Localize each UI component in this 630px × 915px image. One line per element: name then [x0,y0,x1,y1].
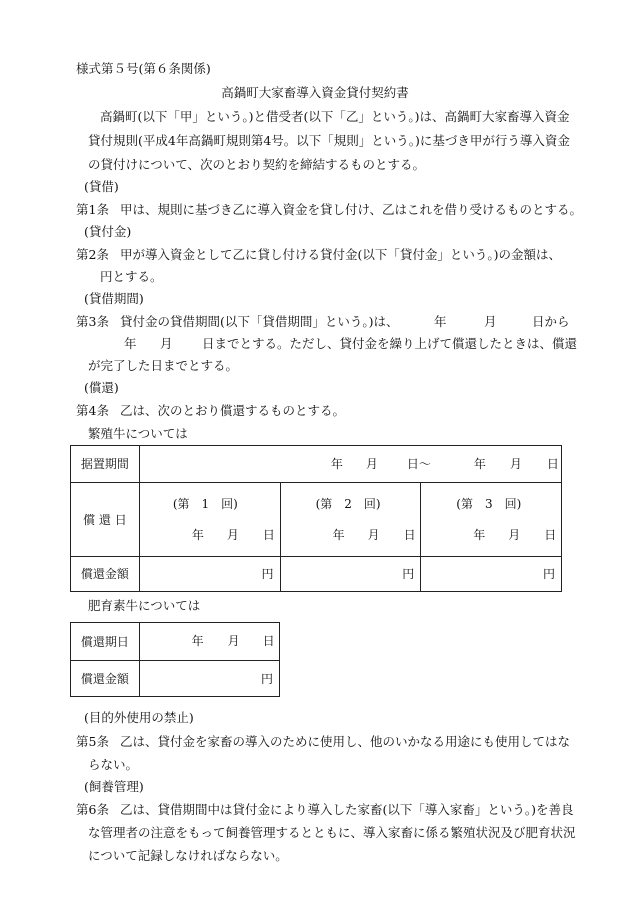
article-3-number: 第3条 [76,314,109,329]
article-3-year-2: 年 [124,336,137,351]
article-6-number: 第6条 [76,802,109,817]
article-2-heading: (貸付金) [84,224,132,239]
fattening-yen: 円 [139,661,279,697]
fattening-amount-row [71,661,280,697]
installment-2-year: 年 [332,528,345,542]
article-2-number: 第2条 [76,247,109,262]
article-4-text: 乙は、次のとおり償還するものとする。 [120,403,346,418]
installment-2-label: (第 2 回) [315,497,381,511]
installment-3-yen: 円 [421,557,562,592]
fattening-date-row [71,623,280,661]
fattening-repayment-table [70,622,280,697]
grace-start-month: 月 [365,457,378,471]
article-6-text-3: について記録しなければならない。 [88,848,288,863]
article-5-number: 第5条 [76,734,109,749]
repayment-date-label: 償 還 日 [71,483,140,557]
article-3-text-1: 貸付金の貸借期間(以下「貸借期間」という。)は、 [120,314,399,329]
preamble-line-2: 貸付規則(平成4年高鍋町規則第4号。以下「規則」という。)に基づき甲が行う導入資金 [88,133,570,148]
fattening-month: 月 [227,634,240,648]
grace-start-year: 年 [330,457,343,471]
article-5-heading: (目的外使用の禁止) [84,710,194,725]
article-4-heading: (償還) [84,380,119,395]
grace-end-month: 月 [509,457,522,471]
fattening-amount-label: 償還金額 [71,661,140,697]
installment-1-month: 月 [226,528,239,542]
article-2-text-1: 甲が導入資金として乙に貸し付ける貸付金(以下「貸付金」という。)の金額は、 [120,247,562,262]
article-4-number: 第4条 [76,403,109,418]
article-5-text-1: 乙は、貸付金を家畜の導入のために使用し、他のいかなる用途にも使用してはな [120,734,571,749]
breeding-repayment-table [70,445,562,592]
document-title: 高鍋町大家畜導入資金貸付契約書 [221,85,409,100]
installment-3-day: 日 [544,528,557,542]
form-number: 様式第５号(第６条関係) [76,61,211,76]
installment-2-day: 日 [403,528,416,542]
article-6-heading: (飼養管理) [84,779,144,794]
grace-period-row [71,446,562,483]
installment-1-yen: 円 [139,557,280,592]
installment-1-day: 日 [262,528,275,542]
breeding-caption: 繁殖牛については [88,426,188,441]
grace-end-day: 日 [546,457,559,471]
repayment-amount-row [71,557,562,592]
article-1-number: 第1条 [76,202,109,217]
grace-start-day: 日～ [406,457,431,471]
article-6-text-2: な管理者の注意をもって飼養管理するとともに、導入家畜に係る繁殖状況及び肥育状況 [88,825,576,840]
installment-1-label: (第 1 回) [172,497,238,511]
installment-1-date [139,483,280,557]
article-3-year-1: 年 [434,314,447,329]
article-1-heading: (貸借) [84,179,119,194]
fattening-date-value [139,623,279,661]
article-3-text-2: 日までとする。ただし、貸付金を繰り上げて償還したときは、償還 [202,336,578,351]
article-2-text-2: 円とする。 [100,269,163,284]
installment-3-month: 月 [508,528,521,542]
article-5-text-2: らない。 [88,757,139,772]
article-3-heading: (貸借期間) [84,291,144,306]
article-6-text-1: 乙は、貸借期間中は貸付金により導入した家畜(以下「導入家畜」という。)を善良 [120,802,574,817]
article-3-text-3: が完了した日までとする。 [88,358,239,373]
article-1-text: 甲は、規則に基づき乙に導入資金を貸し付け、乙はこれを借り受けるものとする。 [120,202,583,217]
fattening-date-label: 償還期日 [71,623,140,661]
repayment-amount-label: 償還金額 [71,557,140,592]
grace-period-value [139,446,561,483]
article-3-day-1: 日から [532,314,570,329]
preamble-line-1: 高鍋町(以下「甲」という。)と借受者(以下「乙」という。)は、高鍋町大家畜導入資金 [100,109,570,124]
installment-2-yen: 円 [280,557,421,592]
installment-1-year: 年 [191,528,204,542]
article-3-month-2: 月 [160,336,173,351]
installment-3-year: 年 [473,528,486,542]
installment-2-month: 月 [367,528,380,542]
fattening-year: 年 [191,634,204,648]
repayment-date-row [71,483,562,557]
grace-end-year: 年 [473,457,486,471]
article-3-month-1: 月 [484,314,497,329]
preamble-line-3: の貸付けについて、次のとおり契約を締結するものとする。 [88,157,426,172]
installment-3-date [421,483,562,557]
fattening-caption: 肥育素牛については [88,598,201,613]
grace-period-label: 据置期間 [71,446,140,483]
fattening-day: 日 [262,634,275,648]
installment-3-label: (第 3 回) [456,497,522,511]
installment-2-date [280,483,421,557]
